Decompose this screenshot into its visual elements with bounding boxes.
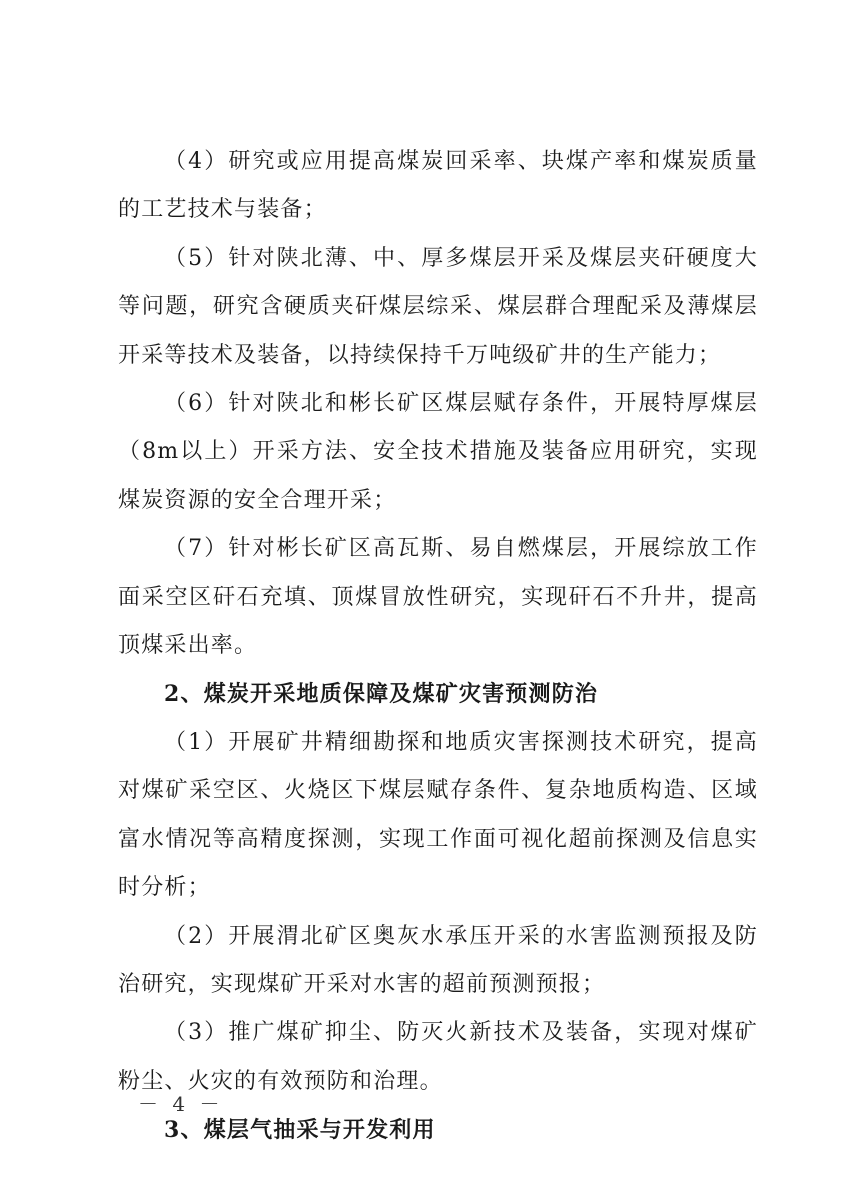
section2-paragraph-2: （2）开展渭北矿区奥灰水承压开采的水害监测预报及防治研究，实现煤矿开采对水害的超前预测预报； <box>118 923 758 997</box>
section2-paragraph-1: （1）开展矿井精细勘探和地质灾害探测技术研究，提高对煤矿采空区、火烧区下煤层赋存条件、复杂地质构造、区域富水情况等高精度探测，实现工作面可视化超前探测及信息实时分析； <box>118 729 758 901</box>
paragraph-item-4: （4）研究或应用提高煤炭回采率、块煤产率和煤炭质量的工艺技术与装备； <box>118 149 758 223</box>
section2-paragraph-3: （3）推广煤矿抑尘、防灭火新技术及装备，实现对煤矿粉尘、火灾的有效预防和治理。 <box>118 1020 758 1094</box>
paragraph-item-6: （6）针对陕北和彬长矿区煤层赋存条件，开展特厚煤层（8m以上）开采方法、安全技术措施及装备应用研究，实现煤炭资源的安全合理开采； <box>118 391 758 513</box>
document-body <box>118 138 758 1155</box>
section-heading-2: 2、煤炭开采地质保障及煤矿灾害预测防治 <box>164 681 599 708</box>
paragraph-item-7: （7）针对彬长矿区高瓦斯、易自燃煤层，开展综放工作面采空区矸石充填、顶煤冒放性研究，实现矸石不升井，提高顶煤采出率。 <box>118 536 758 659</box>
page-number: － 4 － <box>138 1092 224 1116</box>
paragraph-item-5: （5）针对陕北薄、中、厚多煤层开采及煤层夹矸硬度大等问题，研究含硬质夹矸煤层综采、煤层群合理配采及薄煤层开采等技术及装备，以持续保持千万吨级矿井的生产能力； <box>118 245 758 368</box>
section-heading-3: 3、煤层气抽采与开发利用 <box>164 1117 436 1144</box>
